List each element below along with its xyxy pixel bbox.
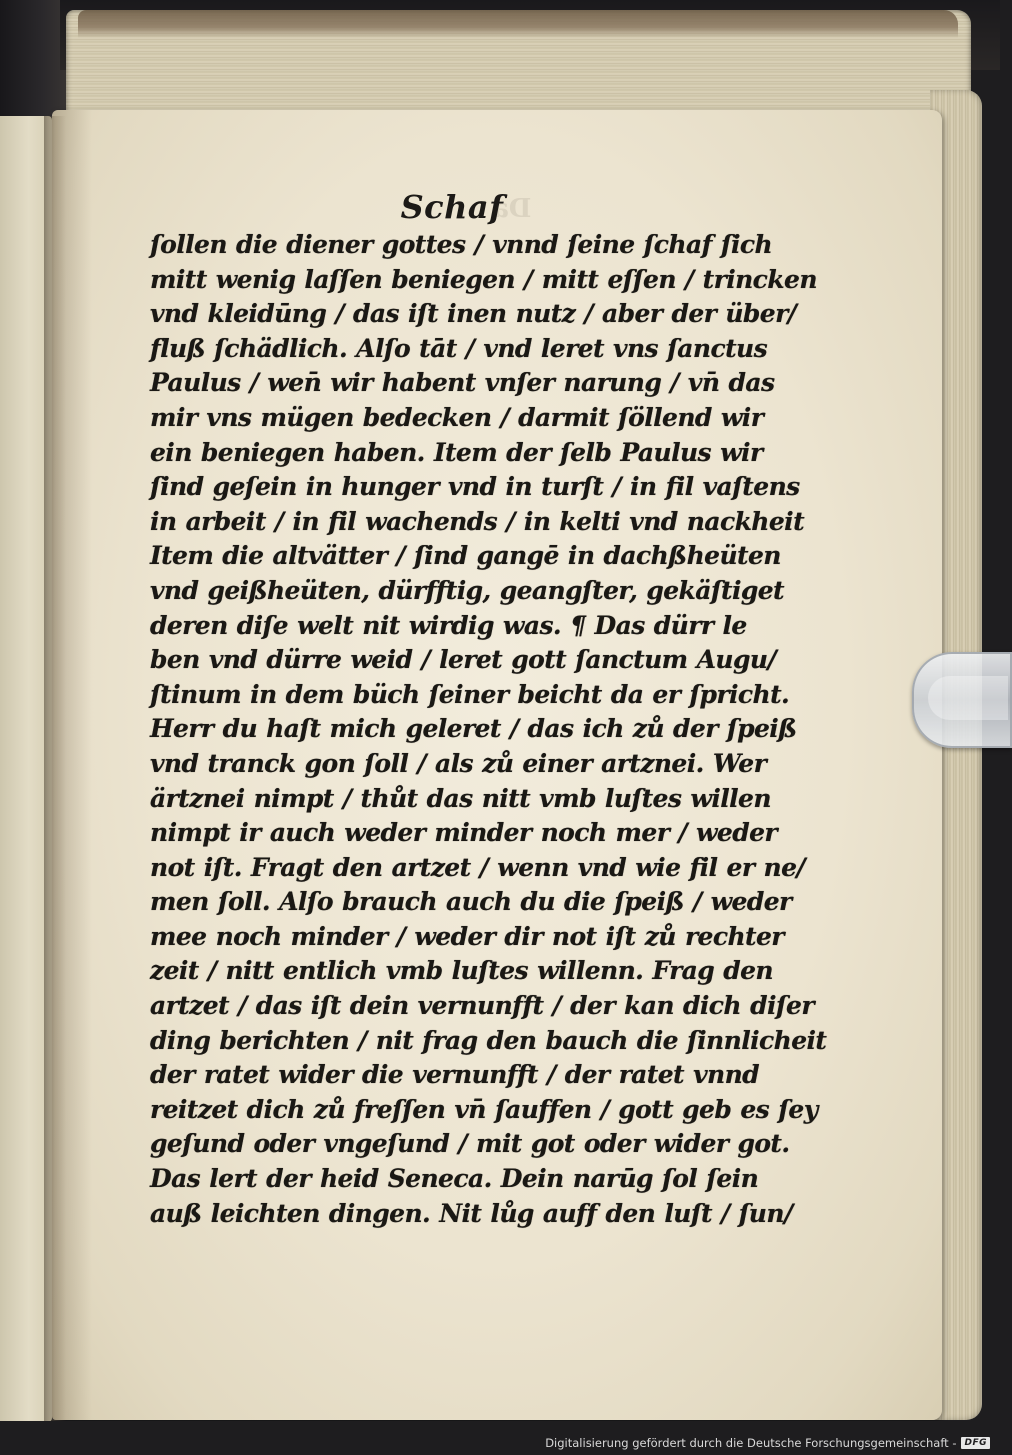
text-line: Das lert der heid Seneca. Dein narūg ſol ſein	[150, 1164, 759, 1194]
text-line: in arbeit / in fil wachends / in kelti vnd nackheit	[150, 506, 805, 536]
text-line: nimpt ir auch weder minder noch mer / weder	[150, 818, 777, 848]
digitization-credit	[545, 1436, 990, 1450]
text-line: ding berichten / nit frag den bauch die ſinnlicheit	[150, 1025, 827, 1055]
text-line: Paulus / wen̄ wir habent vnſer narung / vn̄ das	[150, 368, 775, 398]
text-line: fluß ſchädlich. Alſo tāt / vnd leret vns ſanctus	[150, 333, 768, 363]
text-line: vnd tranck gon ſoll / als zů einer artznei. Wer	[150, 748, 767, 778]
recto-page	[52, 110, 942, 1420]
dfg-logo-icon: DFG	[961, 1437, 990, 1449]
show-through-text: Da	[492, 194, 532, 224]
text-line: ſtinum in dem büch ſeiner beicht da er ſpricht.	[150, 679, 790, 709]
text-line: vnd geißheüten, dürfftig, geangſter, gekäſtiget	[150, 575, 784, 605]
text-line: mee noch minder / weder dir not iſt zů rechter	[150, 921, 784, 951]
credit-text: Digitalisierung gefördert durch die Deutsche Forschungsgemeinschaft -	[545, 1436, 957, 1450]
gutter-shadow	[44, 116, 66, 1422]
running-head: Schaf	[400, 188, 504, 226]
text-line: men ſoll. Alſo brauch auch du die ſpeiß / weder	[150, 887, 792, 917]
text-line: ärtznei nimpt / thůt das nitt vmb luſtes willen	[150, 783, 771, 813]
text-line: mir vns mügen bedecken / darmit ſöllend wir	[150, 402, 764, 432]
text-line: not iſt. Fragt den artzet / wenn vnd wie fil er ne/	[150, 852, 805, 882]
text-line: ein beniegen haben. Item der ſelb Paulus wir	[150, 437, 763, 467]
page-block-top-edge	[66, 10, 971, 120]
text-line: ſind geſein in hunger vnd in turſt / in fil vaſtens	[150, 472, 800, 502]
credit-bar	[0, 1421, 1000, 1455]
text-line: auß leichten dingen. Nit lůg auff den luſt / ſun/	[150, 1198, 793, 1228]
text-line: Item die altvätter / ſind gangē in dachßheüten	[150, 541, 781, 571]
text-line: mitt wenig laſſen beniegen / mitt eſſen / trincken	[150, 264, 817, 294]
text-line: ben vnd dürre weid / leret gott ſanctum Augu/	[150, 645, 776, 675]
text-line: geſund oder vngeſund / mit got oder wider got.	[150, 1129, 790, 1159]
text-line: Herr du haſt mich geleret / das ich zů der ſpeiß	[150, 714, 797, 744]
text-line: der ratet wider die vernunfft / der ratet vnnd	[150, 1060, 760, 1090]
page-clip	[912, 652, 1012, 748]
text-line: reitzet dich zů freſſen vn̄ ſauffen / gott geb es ſey	[150, 1094, 818, 1124]
text-line: deren diſe welt nit wirdig was. ¶ Das dürr le	[150, 610, 747, 640]
text-line: artzet / das iſt dein vernunfft / der kan dich diſer	[150, 991, 814, 1021]
text-line: vnd kleidūng / das iſt inen nutz / aber der über/	[150, 299, 797, 329]
text-line: zeit / nitt entlich vmb luſtes willenn. Frag den	[150, 956, 774, 986]
text-block	[150, 228, 827, 1231]
text-line: ſollen die diener gottes / vnnd ſeine ſchaf ſich	[150, 230, 773, 259]
